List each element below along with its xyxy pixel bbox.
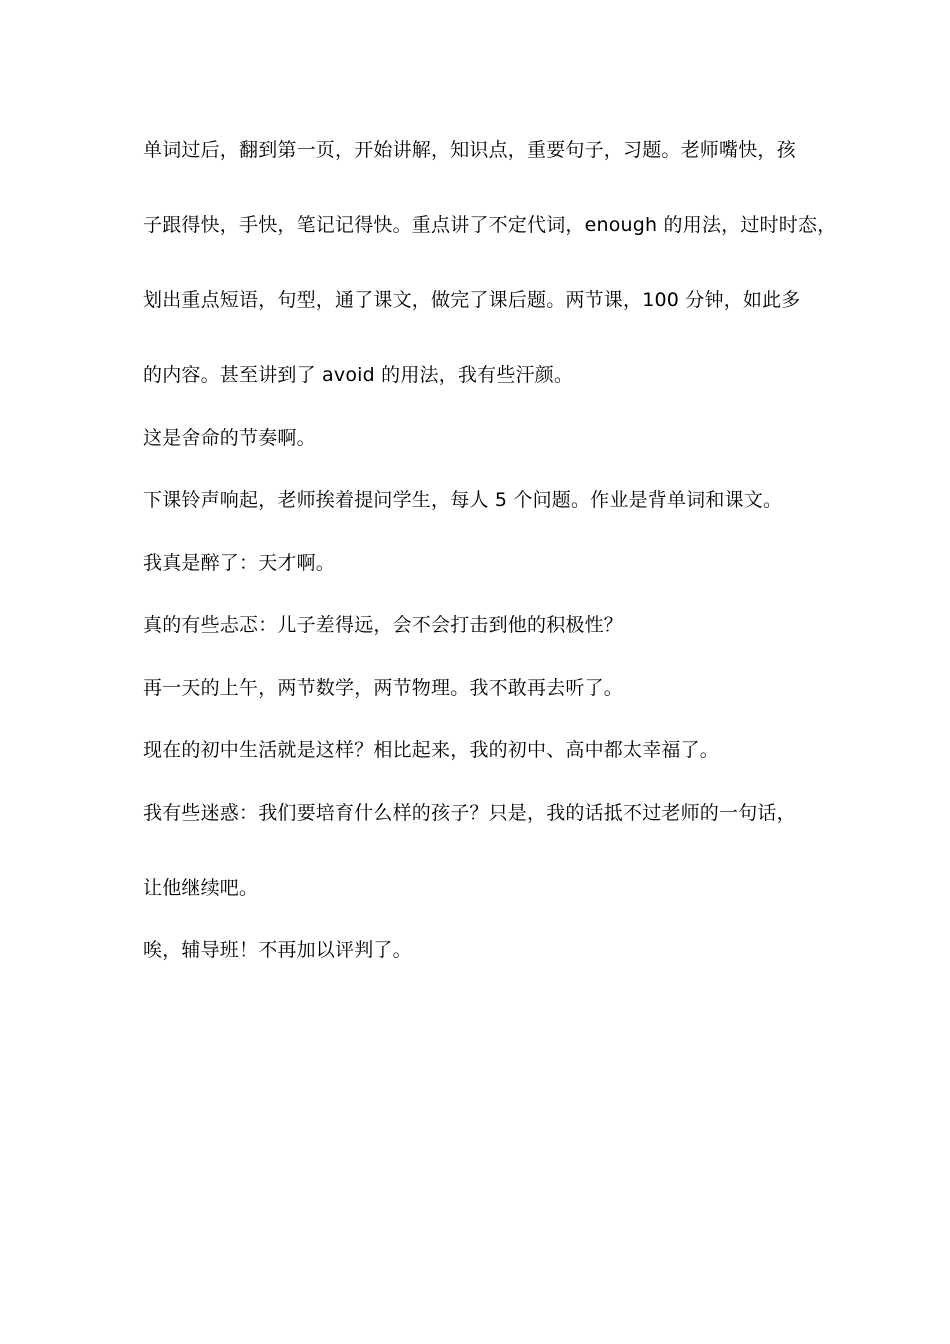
text-line: 这是舍命的节奏啊。 [143,427,316,449]
text-line: 我有些迷惑：我们要培育什么样的孩子？只是，我的话抵不过老师的一句话， [143,802,796,824]
text-line: 唉，辅导班！不再加以评判了。 [143,939,412,961]
text-line: 再一天的上午，两节数学，两节物理。我不敢再去听了。 [143,677,624,699]
text-line: 子跟得快，手快，笔记记得快。重点讲了不定代词，enough 的用法，过时时态， [143,214,837,236]
text-line: 的内容。甚至讲到了 avoid 的用法，我有些汗颜。 [143,364,574,386]
text-line: 我真是醉了：天才啊。 [143,552,336,574]
text-line: 单词过后，翻到第一页，开始讲解，知识点，重要句子，习题。老师嘴快，孩 [143,139,796,161]
text-line: 让他继续吧。 [143,877,259,899]
text-line: 真的有些忐忑：儿子差得远，会不会打击到他的积极性？ [143,614,624,636]
text-line: 划出重点短语，句型，通了课文，做完了课后题。两节课，100 分钟，如此多 [143,289,801,311]
text-line: 下课铃声响起，老师挨着提问学生，每人 5 个问题。作业是背单词和课文。 [143,489,783,511]
text-line: 现在的初中生活就是这样？相比起来，我的初中、高中都太幸福了。 [143,739,720,761]
